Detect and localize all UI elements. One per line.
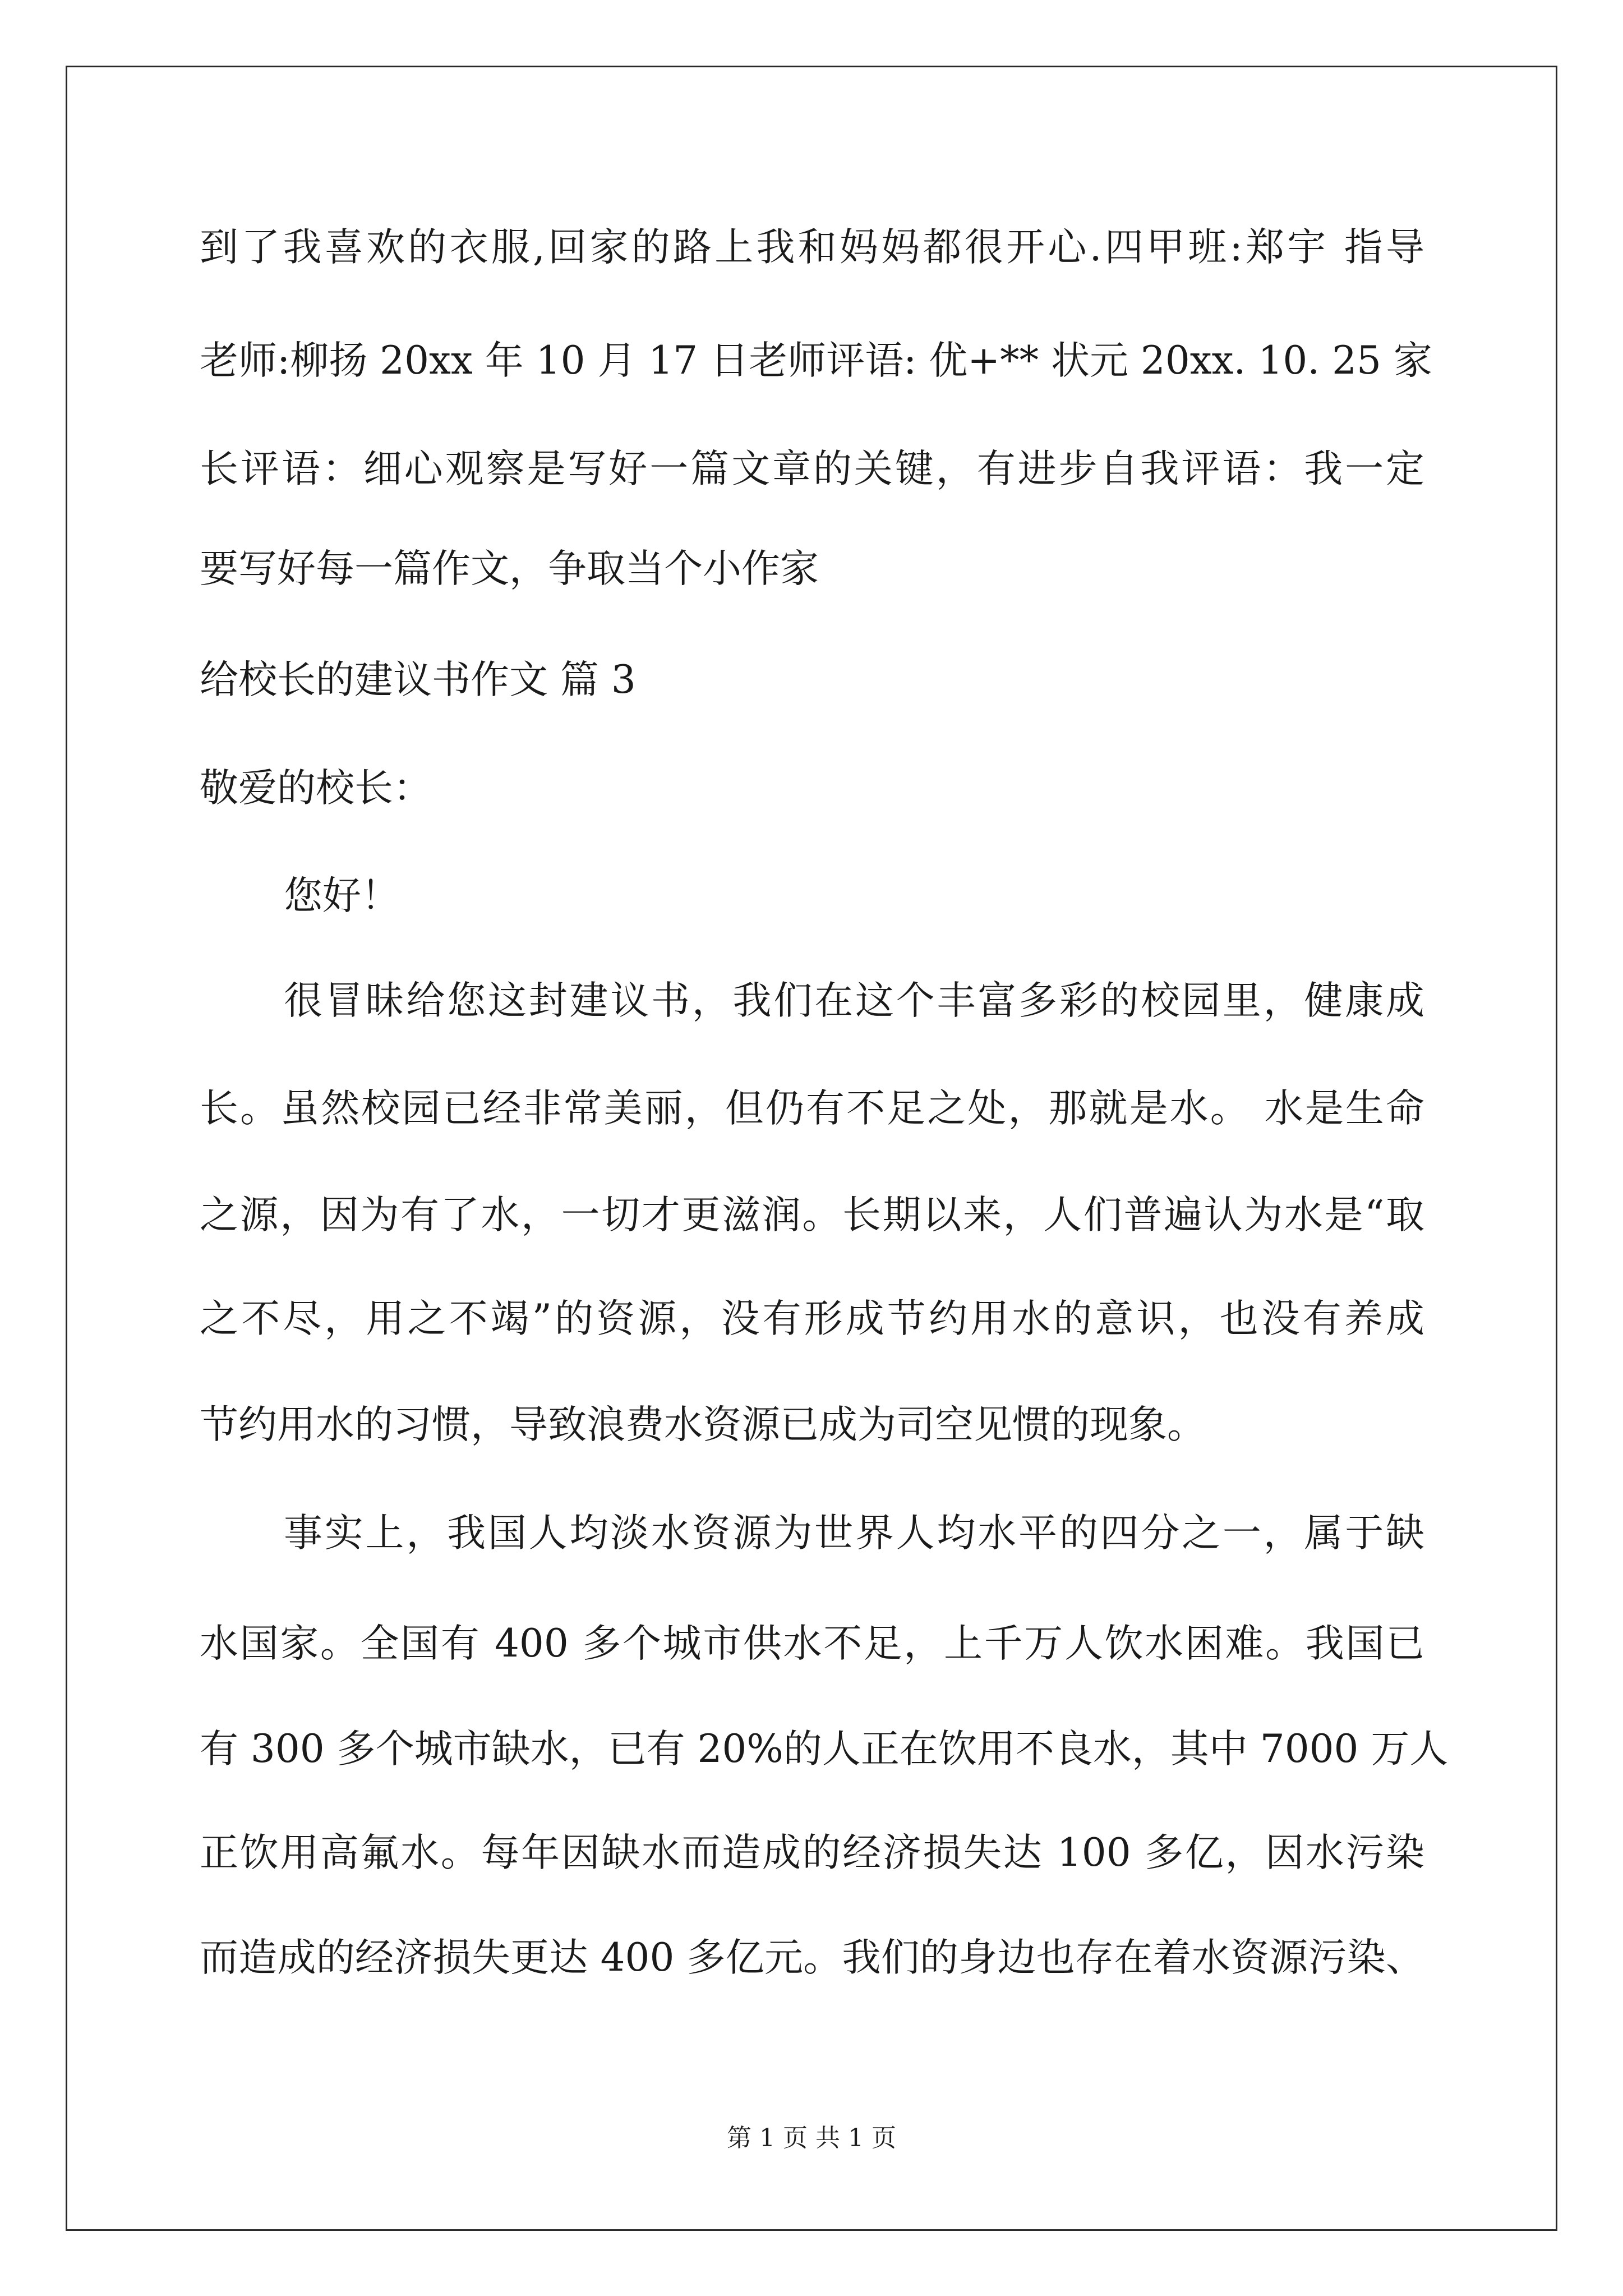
paragraph-2-line-3: 有 300 多个城市缺水，已有 20%的人正在饮用不良水，其中 7000 万人	[200, 1727, 1449, 1772]
paragraph-1-line-5: 节约用水的习惯，导致浪费水资源已成为司空见惯的现象。	[200, 1402, 1206, 1447]
body-line-2: 老师:柳扬 20xx 年 10 月 17 日老师评语: 优+** 状元 20xx. 10. 25 家	[200, 338, 1432, 383]
paragraph-1-line-2: 长。虽然校园已经非常美丽，但仍有不足之处，那就是水。 水是生命	[200, 1086, 1424, 1131]
section-heading: 给校长的建议书作文 篇 3	[200, 657, 636, 702]
greeting: 您好！	[284, 873, 400, 918]
page-footer: 第 1 页 共 1 页	[727, 2124, 896, 2152]
paragraph-2-line-2: 水国家。全国有 400 多个城市供水不足，上千万人饮水困难。我国已	[200, 1621, 1424, 1666]
body-line-3: 长评语：细心观察是写好一篇文章的关键，有进步自我评语：我一定	[200, 447, 1424, 491]
salutation: 敬爱的校长：	[200, 766, 432, 811]
page-border	[66, 66, 1557, 2231]
body-line-1: 到了我喜欢的衣服,回家的路上我和妈妈都很开心.四甲班:郑宇 指导	[200, 225, 1424, 270]
paragraph-2-line-5: 而造成的经济损失更达 400 多亿元。我们的身边也存在着水资源污染、	[200, 1935, 1424, 1980]
body-line-4: 要写好每一篇作文，争取当个小作家	[200, 546, 819, 591]
paragraph-1-line-4: 之不尽，用之不竭”的资源，没有形成节约用水的意识，也没有养成	[200, 1296, 1424, 1341]
paragraph-2-line-1: 事实上，我国人均淡水资源为世界人均水平的四分之一，属于缺	[284, 1511, 1424, 1556]
paragraph-1-line-3: 之源，因为有了水，一切才更滋润。长期以来，人们普遍认为水是“取	[200, 1193, 1424, 1237]
paragraph-2-line-4: 正饮用高氟水。每年因缺水而造成的经济损失达 100 多亿，因水污染	[200, 1830, 1424, 1875]
paragraph-1-line-1: 很冒昧给您这封建议书，我们在这个丰富多彩的校园里，健康成	[284, 978, 1424, 1023]
